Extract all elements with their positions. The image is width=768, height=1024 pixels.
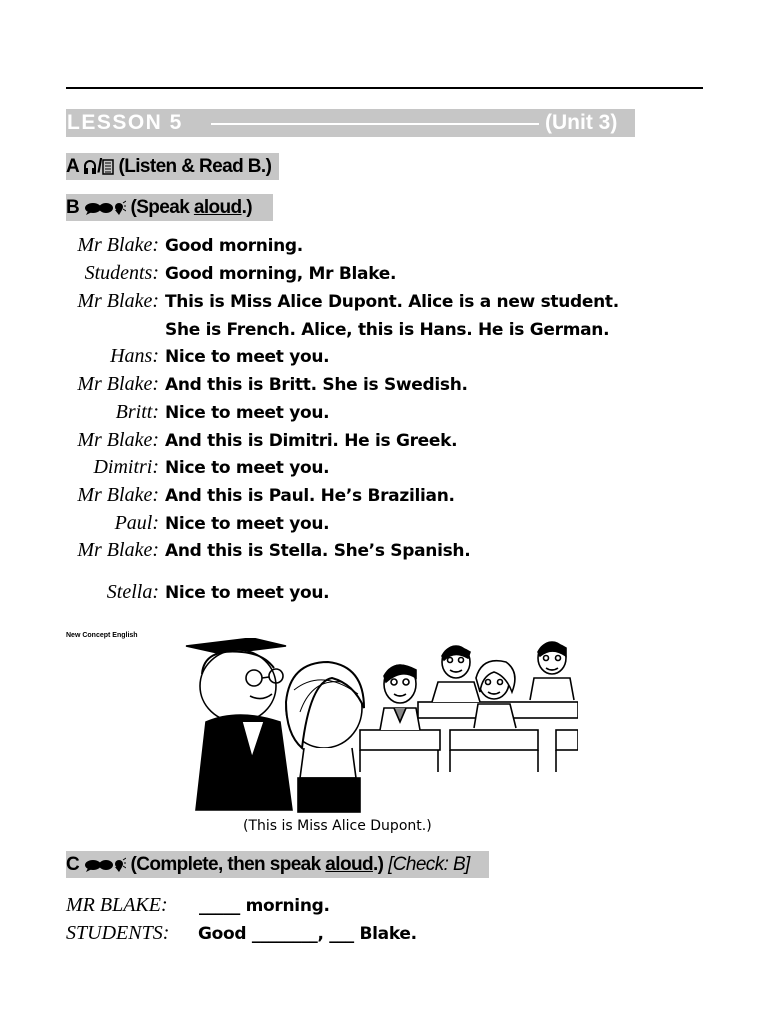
dialogue-text: She is French. Alice, this is Hans. He is German. xyxy=(165,320,610,340)
dialogue-speaker: Britt: xyxy=(115,401,159,423)
section-b-instruction-end: .) xyxy=(241,197,252,218)
headphones-icon xyxy=(83,159,97,175)
dialogue-line xyxy=(0,401,768,429)
dialogue-text: Nice to meet you. xyxy=(165,514,330,534)
dialogue-text: Good morning, Mr Blake. xyxy=(165,264,397,284)
dialogue-text: And this is Paul. He’s Brazilian. xyxy=(165,486,455,506)
exercise-text: Good ________, ___ Blake. xyxy=(198,924,417,944)
dialogue-line xyxy=(0,581,768,609)
dialogue-line xyxy=(0,512,768,540)
lesson-title: LESSON 5 xyxy=(67,111,183,134)
dialogue-text: And this is Dimitri. He is Greek. xyxy=(165,431,458,451)
dialogue-speaker: Mr Blake: xyxy=(77,539,159,561)
dialogue-text: Nice to meet you. xyxy=(165,583,330,603)
section-c-instruction-underlined: aloud xyxy=(325,854,373,875)
section-a-letter: A xyxy=(66,156,79,177)
section-b-instruction-underlined: aloud xyxy=(193,197,242,218)
dialogue-speaker: Mr Blake: xyxy=(77,429,159,451)
dialogue-speaker: Students: xyxy=(84,262,159,284)
dialogue-line xyxy=(0,456,768,484)
dialogue-line xyxy=(0,234,768,262)
speech-bubbles-icon xyxy=(84,200,126,216)
exercise-text: _____ morning. xyxy=(199,896,330,916)
dialogue-speaker: Dimitri: xyxy=(93,456,159,478)
dialogue-line xyxy=(0,429,768,457)
top-rule xyxy=(66,87,703,89)
section-a-instruction: (Listen & Read B.) xyxy=(118,156,272,177)
dialogue-text: Good morning. xyxy=(165,236,303,256)
dialogue-text: Nice to meet you. xyxy=(165,347,330,367)
dialogue-speaker: Mr Blake: xyxy=(77,484,159,506)
exercise-speaker: MR BLAKE: xyxy=(66,894,168,916)
dialogue-text: This is Miss Alice Dupont. Alice is a new student. xyxy=(165,292,619,312)
section-c-instruction-start: (Complete, then speak xyxy=(130,854,326,875)
section-c-instruction-end: .) xyxy=(372,854,384,875)
dialogue-text: And this is Stella. She’s Spanish. xyxy=(165,541,471,561)
section-b-instruction-start: (Speak xyxy=(130,197,194,218)
source-label: New Concept English xyxy=(66,632,138,639)
dialogue-speaker: Mr Blake: xyxy=(77,234,159,256)
dialogue-line xyxy=(0,318,768,346)
dialogue-speaker: Paul: xyxy=(114,512,159,534)
dialogue-line xyxy=(0,262,768,290)
dialogue-speaker: Stella: xyxy=(106,581,159,603)
exercise-speaker: STUDENTS: xyxy=(66,922,170,944)
dialogue-text: And this is Britt. She is Swedish. xyxy=(165,375,468,395)
classroom-illustration xyxy=(182,638,578,818)
book-icon xyxy=(102,159,114,175)
dialogue-line xyxy=(0,373,768,401)
dialogue-text: Nice to meet you. xyxy=(165,403,330,423)
lesson-header-line xyxy=(211,123,539,125)
dialogue-speaker: Mr Blake: xyxy=(77,373,159,395)
illustration-caption: (This is Miss Alice Dupont.) xyxy=(243,818,432,834)
section-b-heading xyxy=(66,194,273,221)
dialogue-speaker: Hans: xyxy=(110,345,159,367)
section-c-heading xyxy=(66,851,489,878)
section-b-letter: B xyxy=(66,197,80,218)
dialogue-speaker: Mr Blake: xyxy=(77,290,159,312)
dialogue-line xyxy=(0,539,768,567)
unit-label: (Unit 3) xyxy=(545,111,618,134)
dialogue-line xyxy=(0,290,768,318)
section-c-check-note: [Check: B] xyxy=(388,854,470,875)
dialogue-line xyxy=(0,484,768,512)
section-a-slash: / xyxy=(97,156,102,177)
dialogue-text: Nice to meet you. xyxy=(165,458,330,478)
section-a-heading xyxy=(66,153,279,180)
speech-bubbles-icon xyxy=(84,857,126,873)
section-c-letter: C xyxy=(66,854,80,875)
dialogue-line xyxy=(0,345,768,373)
